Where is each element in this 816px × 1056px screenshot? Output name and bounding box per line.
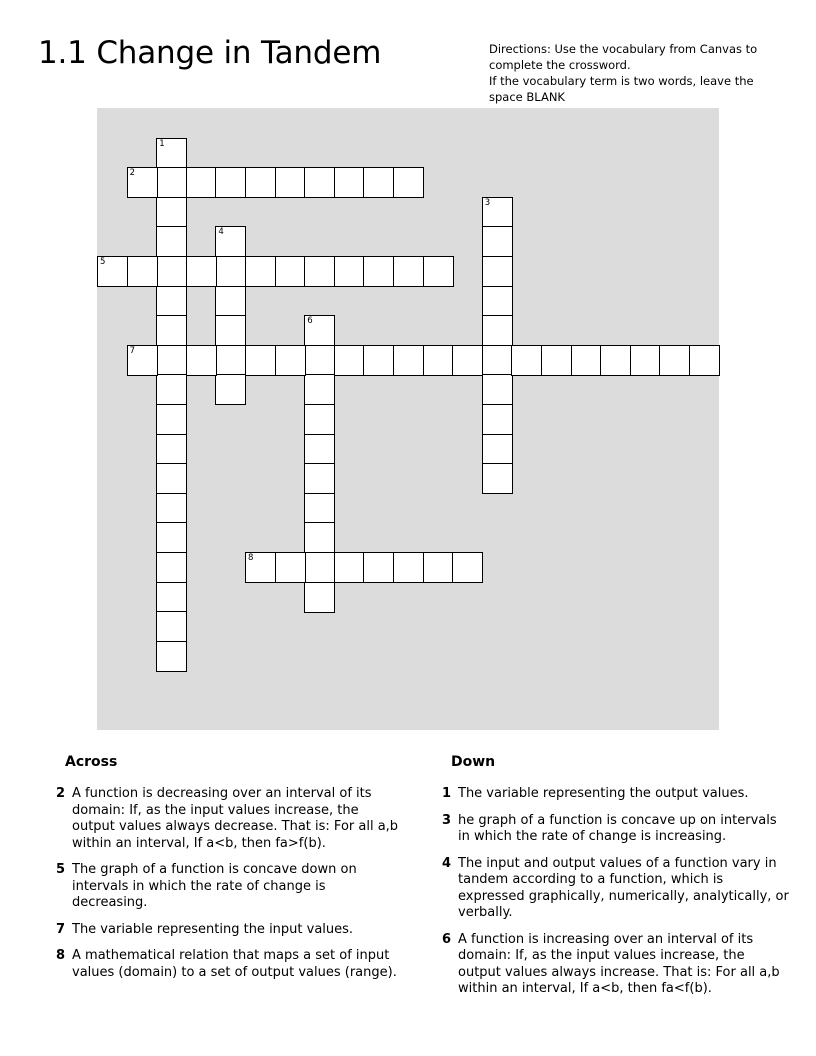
crossword-cell[interactable] — [156, 552, 187, 583]
clue-text: The input and output values of a function vary in tandem according to a function, which is expressed graphically, numerically, analytically, or verbally. — [458, 855, 789, 920]
clue-number: 5 — [55, 862, 65, 877]
crossword-cell[interactable] — [186, 345, 217, 376]
crossword-cell[interactable] — [156, 434, 187, 465]
crossword-cell[interactable] — [482, 345, 513, 376]
crossword-cell[interactable] — [156, 138, 187, 169]
clue-number: 7 — [55, 921, 65, 937]
crossword-cell[interactable] — [156, 226, 187, 257]
cell-number: 1 — [159, 138, 165, 149]
clue-across-7 — [44, 922, 404, 939]
cell-number: 2 — [129, 168, 136, 179]
crossword-cell[interactable] — [186, 256, 217, 287]
clue-text: he graph of a function is concave up on intervals in which the rate of change is increasing. — [458, 812, 777, 844]
crossword-cell[interactable] — [571, 345, 602, 376]
directions-line-1: Directions: Use the vocabulary from Canvas to complete the crossword. — [489, 42, 758, 72]
crossword-cell[interactable] — [393, 345, 424, 376]
crossword-cell[interactable] — [156, 345, 187, 376]
cell-number: 5 — [100, 257, 106, 267]
crossword-cell[interactable] — [304, 374, 335, 405]
crossword-cell[interactable] — [156, 167, 187, 198]
clue-text: The variable representing the input values. — [72, 921, 354, 937]
crossword-grid — [97, 108, 719, 730]
crossword-cell[interactable] — [304, 552, 335, 583]
crossword-cell[interactable] — [156, 286, 187, 317]
cell-number: 4 — [218, 227, 224, 238]
crossword-cell[interactable] — [215, 286, 246, 317]
crossword-cell[interactable] — [304, 522, 335, 553]
crossword-cell[interactable] — [630, 345, 661, 376]
crossword-cell[interactable] — [156, 493, 187, 524]
crossword-cell[interactable] — [482, 226, 513, 257]
crossword-cell[interactable] — [156, 197, 187, 228]
cell-number: 7 — [129, 345, 136, 356]
crossword-cell[interactable] — [482, 197, 513, 228]
crossword-cell[interactable] — [304, 404, 335, 435]
crossword-cell[interactable] — [482, 434, 513, 465]
crossword-cell[interactable] — [127, 167, 158, 198]
crossword-cell[interactable] — [482, 374, 513, 405]
directions-line-2: If the vocabulary term is two words, leave the space BLANK — [489, 74, 754, 104]
clue-number: 4 — [441, 855, 451, 871]
clue-number: 8 — [55, 948, 65, 963]
crossword-cell[interactable] — [215, 226, 246, 257]
crossword-cell[interactable] — [156, 256, 187, 287]
clue-across-8 — [44, 948, 404, 981]
crossword-cell[interactable] — [275, 256, 306, 287]
crossword-cell[interactable] — [215, 256, 246, 287]
crossword-cell[interactable] — [245, 552, 276, 583]
crossword-cell[interactable] — [304, 463, 335, 494]
crossword-cell[interactable] — [304, 493, 335, 524]
crossword-cell[interactable] — [304, 256, 335, 287]
clue-number: 6 — [441, 931, 451, 947]
clue-number: 3 — [441, 812, 451, 828]
crossword-cell[interactable] — [334, 552, 365, 583]
crossword-cell[interactable] — [423, 552, 454, 583]
crossword-cell[interactable] — [541, 345, 572, 376]
crossword-cell[interactable] — [600, 345, 631, 376]
cell-number: 6 — [307, 316, 313, 327]
clue-text: A function is decreasing over an interval of its domain: If, as the input values increase, the output values always decrease. That is: For all a,b within an interval, If a<b, then fa>f(b). — [72, 786, 399, 851]
crossword-cell[interactable] — [275, 345, 306, 376]
cell-number: 8 — [248, 553, 254, 563]
crossword-cell[interactable] — [393, 256, 424, 287]
crossword-cell[interactable] — [689, 345, 720, 376]
crossword-cell[interactable] — [304, 345, 335, 376]
clue-down-6 — [430, 932, 790, 998]
clue-down-3 — [430, 813, 790, 846]
crossword-cell[interactable] — [215, 167, 246, 198]
crossword-cell[interactable] — [334, 167, 365, 198]
crossword-cell[interactable] — [423, 256, 454, 287]
crossword-cell[interactable] — [245, 345, 276, 376]
crossword-cell[interactable] — [334, 256, 365, 287]
crossword-cell[interactable] — [127, 345, 158, 376]
crossword-cell[interactable] — [156, 611, 187, 642]
crossword-cell[interactable] — [215, 315, 246, 346]
crossword-cell[interactable] — [156, 522, 187, 553]
crossword-cell[interactable] — [304, 582, 335, 613]
crossword-cell[interactable] — [245, 167, 276, 198]
crossword-cell[interactable] — [363, 552, 394, 583]
crossword-cell[interactable] — [482, 315, 513, 346]
cell-number: 3 — [484, 197, 491, 208]
crossword-cell[interactable] — [156, 315, 187, 346]
crossword-cell[interactable] — [423, 345, 454, 376]
crossword-cell[interactable] — [156, 463, 187, 494]
crossword-cell[interactable] — [482, 463, 513, 494]
crossword-cell[interactable] — [452, 345, 483, 376]
crossword-cell[interactable] — [304, 434, 335, 465]
clue-number: 1 — [441, 786, 451, 801]
crossword-cell[interactable] — [363, 256, 394, 287]
crossword-cell[interactable] — [97, 256, 128, 287]
crossword-cell[interactable] — [215, 345, 246, 376]
crossword-cell[interactable] — [452, 552, 483, 583]
clue-text: A mathematical relation that maps a set of input values (domain) to a set of output values (range). — [72, 948, 397, 980]
crossword-cell[interactable] — [334, 345, 365, 376]
crossword-cell[interactable] — [127, 256, 158, 287]
crossword-cell[interactable] — [363, 167, 394, 198]
crossword-cell[interactable] — [275, 167, 306, 198]
crossword-cell[interactable] — [363, 345, 394, 376]
crossword-cell[interactable] — [275, 552, 306, 583]
crossword-cell[interactable] — [156, 582, 187, 613]
crossword-cell[interactable] — [659, 345, 690, 376]
crossword-cell[interactable] — [156, 404, 187, 435]
directions-text — [489, 41, 769, 105]
page-title: 1.1 Change in Tandem — [38, 35, 382, 71]
across-clues — [44, 752, 404, 991]
crossword-cell[interactable] — [304, 315, 335, 346]
clue-down-4 — [430, 856, 790, 922]
across-heading: Across — [65, 754, 118, 770]
crossword-cell[interactable] — [156, 641, 187, 672]
crossword-cell[interactable] — [245, 256, 276, 287]
crossword-cell[interactable] — [482, 256, 513, 287]
crossword-cell[interactable] — [304, 167, 335, 198]
crossword-cell[interactable] — [482, 404, 513, 435]
down-clues — [430, 752, 790, 1008]
crossword-cell[interactable] — [482, 286, 513, 317]
clue-text: The variable representing the output values. — [458, 786, 749, 801]
clue-text: A function is increasing over an interval of its domain: If, as the input values increase, the output values always increase. That is: For all a,b within an interval, If a<b, then fa<f(b). — [458, 931, 780, 996]
clue-across-2 — [44, 786, 404, 852]
crossword-cell[interactable] — [186, 167, 217, 198]
crossword-cell[interactable] — [393, 167, 424, 198]
crossword-cell[interactable] — [393, 552, 424, 583]
crossword-cell[interactable] — [215, 374, 246, 405]
crossword-cell[interactable] — [156, 374, 187, 405]
clue-down-1 — [430, 786, 790, 803]
down-heading: Down — [451, 754, 496, 770]
clue-across-5 — [44, 862, 404, 912]
crossword-cell[interactable] — [511, 345, 542, 376]
clue-text: The graph of a function is concave down on intervals in which the rate of change is decreasing. — [72, 862, 357, 910]
clue-number: 2 — [55, 786, 65, 801]
